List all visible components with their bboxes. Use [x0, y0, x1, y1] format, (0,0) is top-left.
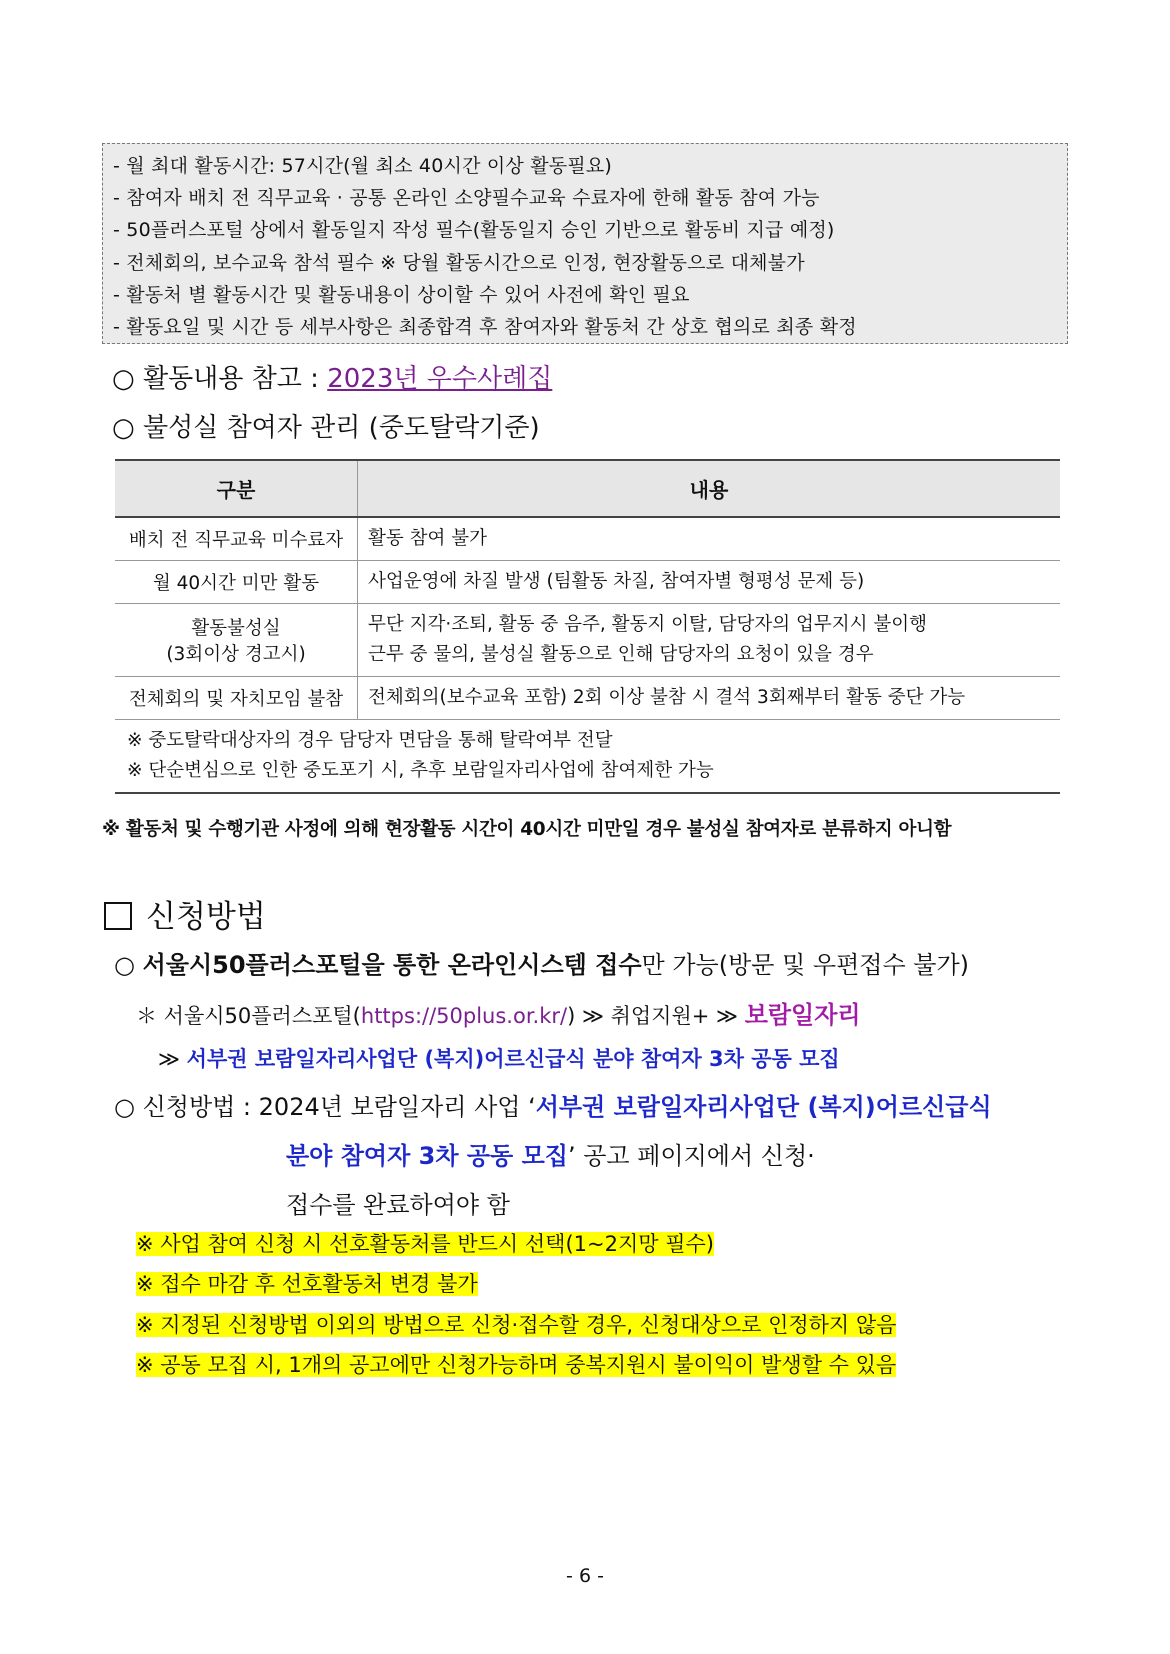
row-content: 사업운영에 차질 발생 (팀활동 차질, 참여자별 형평성 문제 등) [358, 561, 1061, 604]
highlight-note-text: ※ 지정된 신청방법 이외의 방법으로 신청·접수할 경우, 신청대상으로 인정하지 않음 [136, 1313, 897, 1337]
highlight-note-text: ※ 사업 참여 신청 시 선호활동처를 반드시 선택(1~2지망 필수) [136, 1232, 714, 1256]
boram-job-link[interactable]: 보람일자리 [744, 1001, 861, 1029]
table-row [115, 517, 1060, 561]
rule-line: - 전체회의, 보수교육 참석 필수 ※ 당월 활동시간으로 인정, 현장활동으로 대체불가 [113, 251, 805, 274]
highlight-note [136, 1268, 478, 1298]
apply-method-label: ○ 신청방법 : 2024년 보람일자리 사업 ‘ [114, 1093, 536, 1121]
row-content-line: 근무 중 물의, 불성실 활동으로 인해 담당자의 요청이 있을 경우 [368, 644, 874, 665]
page-number: - 6 - [566, 1565, 604, 1587]
apply-method-line-1 [114, 1087, 992, 1122]
table-note: ※ 단순변심으로 인한 중도포기 시, 추후 보람일자리사업에 참여제한 가능 [127, 760, 714, 781]
portal-path-line-2 [158, 1043, 840, 1073]
rule-line: - 월 최대 활동시간: 57시간(월 최소 40시간 이상 활동필요) [113, 155, 613, 177]
notice-title-part2: 분야 참여자 3차 공동 모집 [286, 1142, 568, 1170]
recruit-notice-link[interactable]: 서부권 보람일자리사업단 (복지)어르신급식 분야 참여자 3차 공동 모집 [186, 1047, 840, 1071]
table-row [115, 677, 1060, 720]
apply-method-line-2 [286, 1136, 815, 1171]
portal-path-prefix: ＊ 서울시50플러스포털( [136, 1004, 361, 1028]
portal-path-mid: ) ≫ 취업지원+ ≫ [567, 1004, 745, 1028]
online-only-line [114, 945, 969, 980]
row-category: 월 40시간 미만 활동 [115, 561, 358, 604]
table-row [115, 561, 1060, 604]
row-content [358, 604, 1061, 677]
row-content: 전체회의(보수교육 포함) 2회 이상 불참 시 결석 3회째부터 활동 중단 가능 [358, 677, 1061, 720]
activity-rules-box [102, 143, 1068, 344]
table-notes [115, 720, 1060, 794]
highlight-note-text: ※ 공동 모집 시, 1개의 공고에만 신청가능하며 중복지원시 불이익이 발생할 수 있음 [136, 1353, 897, 1377]
apply-section-title: 신청방법 [146, 899, 266, 935]
highlight-note-text: ※ 접수 마감 후 선호활동처 변경 불가 [136, 1272, 478, 1296]
dropout-criteria-table [115, 459, 1060, 794]
row-category-line: 활동불성실 [191, 618, 281, 639]
portal-url[interactable]: https://50plus.or.kr/ [360, 1004, 568, 1028]
portal-path-line [136, 995, 861, 1030]
row-category: 배치 전 직무교육 미수료자 [115, 517, 358, 561]
table-header-category: 구분 [115, 460, 358, 517]
activity-reference [112, 358, 552, 395]
online-system-text: 서울시50플러스포털을 통한 온라인시스템 접수 [142, 951, 642, 979]
best-practices-link[interactable]: 2023년 우수사례집 [327, 364, 553, 394]
checkbox-square-icon [104, 902, 132, 930]
rule-line: - 활동처 별 활동시간 및 활동내용이 상이할 수 있어 사전에 확인 필요 [113, 283, 690, 306]
activity-reference-label: ○ 활동내용 참고 : [112, 364, 328, 394]
portal-path2-prefix: ≫ [158, 1047, 187, 1071]
rule-line: - 50플러스포털 상에서 활동일지 작성 필수(활동일지 승인 기반으로 활동비 지급 예정) [113, 219, 835, 242]
row-content-line: 무단 지각·조퇴, 활동 중 음주, 활동지 이탈, 담당자의 업무지시 불이행 [368, 614, 927, 635]
row-category [115, 604, 358, 677]
table-note: ※ 중도탈락대상자의 경우 담당자 면담을 통해 탈락여부 전달 [127, 730, 613, 751]
table-notes-row [115, 720, 1060, 794]
apply-section-heading [104, 891, 266, 936]
non-classification-note: ※ 활동처 및 수행기관 사정에 의해 현장활동 시간이 40시간 미만일 경우 불성실 참여자로 분류하지 아니함 [102, 819, 952, 840]
rule-line: - 참여자 배치 전 직무교육 · 공통 온라인 소양필수교육 수료자에 한해 활동 참여 가능 [113, 187, 820, 210]
row-category-line: (3회이상 경고시) [166, 644, 306, 665]
row-category: 전체회의 및 자치모임 불참 [115, 677, 358, 720]
highlight-note [136, 1349, 896, 1379]
notice-title-part1: 서부권 보람일자리사업단 (복지)어르신급식 [535, 1093, 992, 1121]
online-rest-text: 만 가능(방문 및 우편접수 불가) [641, 951, 969, 979]
highlight-note [136, 1309, 896, 1339]
dropout-heading: ○ 불성실 참여자 관리 (중도탈락기준) [112, 413, 540, 443]
apply-method-after: ’ 공고 페이지에서 신청· [567, 1142, 815, 1170]
table-row [115, 604, 1060, 677]
row-content: 활동 참여 불가 [358, 517, 1061, 561]
circle-bullet-icon: ○ [114, 951, 143, 979]
rule-line: - 활동요일 및 시간 등 세부사항은 최종합격 후 참여자와 활동처 간 상호 협의로 최종 확정 [113, 316, 857, 339]
highlight-note [136, 1228, 714, 1258]
table-header-content: 내용 [358, 460, 1061, 517]
apply-method-line-3: 접수를 완료하여야 함 [286, 1191, 510, 1219]
